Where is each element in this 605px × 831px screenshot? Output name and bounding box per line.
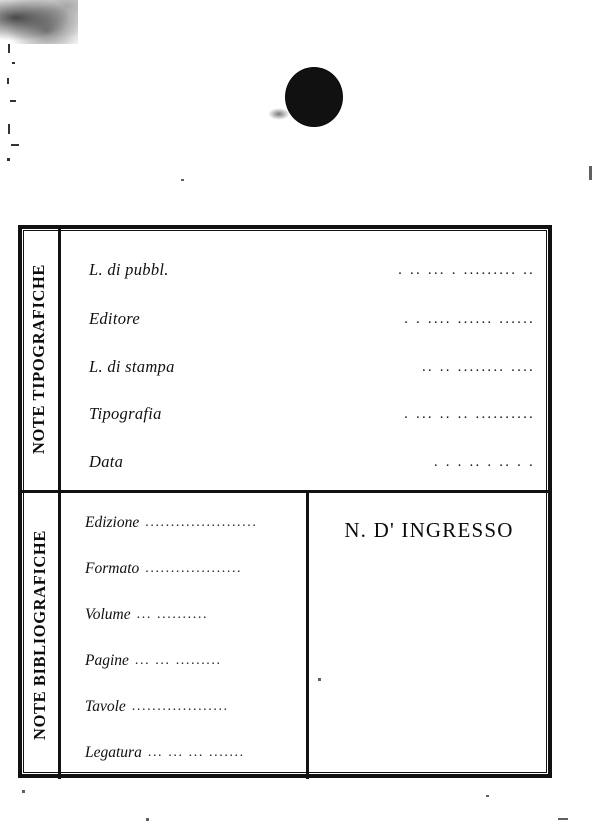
field-label: L. di stampa bbox=[89, 357, 175, 376]
field-formato[interactable] bbox=[85, 552, 296, 578]
strip-label-text: NOTE BIBLIOGRAFICHE bbox=[29, 529, 49, 740]
field-dotted-line: ................... bbox=[131, 699, 229, 714]
field-legatura[interactable] bbox=[85, 736, 296, 762]
field-label: Formato bbox=[85, 560, 140, 577]
speckle bbox=[181, 179, 184, 181]
punch-hole-icon bbox=[286, 68, 342, 126]
field-editore[interactable] bbox=[89, 299, 535, 329]
left-edge-marks bbox=[6, 40, 22, 180]
field-dotted-line: . ... .. .. .......... bbox=[404, 406, 535, 422]
field-dotted-line: ...................... bbox=[145, 515, 258, 530]
field-label: Volume bbox=[85, 606, 131, 623]
field-dotted-line: ... ... ......... bbox=[134, 653, 222, 668]
speckle bbox=[558, 818, 568, 820]
field-label: Tavole bbox=[85, 698, 126, 715]
field-dotted-line: . .. ... . ......... .. bbox=[398, 262, 535, 278]
punch-hole-shadow bbox=[268, 108, 290, 120]
field-dotted-line: . . .... ...... ...... bbox=[404, 311, 535, 327]
field-dotted-line: ... ... ... ....... bbox=[147, 745, 245, 760]
top-left-smudge bbox=[0, 0, 78, 44]
speckle bbox=[146, 818, 149, 821]
strip-label-note-bibliografiche bbox=[21, 490, 61, 779]
bibliographic-fields bbox=[61, 490, 309, 779]
speckle bbox=[589, 166, 592, 180]
field-label: Edizione bbox=[85, 514, 140, 531]
field-label: Pagine bbox=[85, 652, 129, 669]
field-dotted-line: .. .. ........ .... bbox=[421, 359, 535, 375]
field-volume[interactable] bbox=[85, 598, 296, 624]
typographic-fields bbox=[61, 228, 549, 490]
field-label: Tipografia bbox=[89, 404, 162, 423]
catalog-card bbox=[18, 225, 552, 778]
field-dotted-line: ................... bbox=[145, 561, 243, 576]
field-luogo-di-stampa[interactable] bbox=[89, 347, 535, 377]
field-label: L. di pubbl. bbox=[89, 260, 169, 279]
field-label: Legatura bbox=[85, 744, 142, 761]
accession-number-title: N. D' INGRESSO bbox=[344, 518, 514, 542]
strip-label-text: NOTE TIPOGRAFICHE bbox=[29, 263, 49, 455]
speckle bbox=[486, 795, 489, 797]
field-pagine[interactable] bbox=[85, 644, 296, 670]
field-luogo-di-pubblicazione[interactable] bbox=[89, 250, 535, 280]
field-dotted-line: . . . .. . .. . . bbox=[433, 454, 535, 470]
field-label: Editore bbox=[89, 309, 140, 328]
speckle bbox=[22, 790, 25, 793]
accession-number-box[interactable] bbox=[309, 490, 549, 779]
field-dotted-line: ... .......... bbox=[136, 607, 209, 622]
field-label: Data bbox=[89, 452, 124, 471]
field-tavole[interactable] bbox=[85, 690, 296, 716]
field-data[interactable] bbox=[89, 442, 535, 472]
field-tipografia[interactable] bbox=[89, 394, 535, 424]
strip-label-note-tipografiche bbox=[21, 228, 61, 490]
field-edizione[interactable] bbox=[85, 506, 296, 532]
